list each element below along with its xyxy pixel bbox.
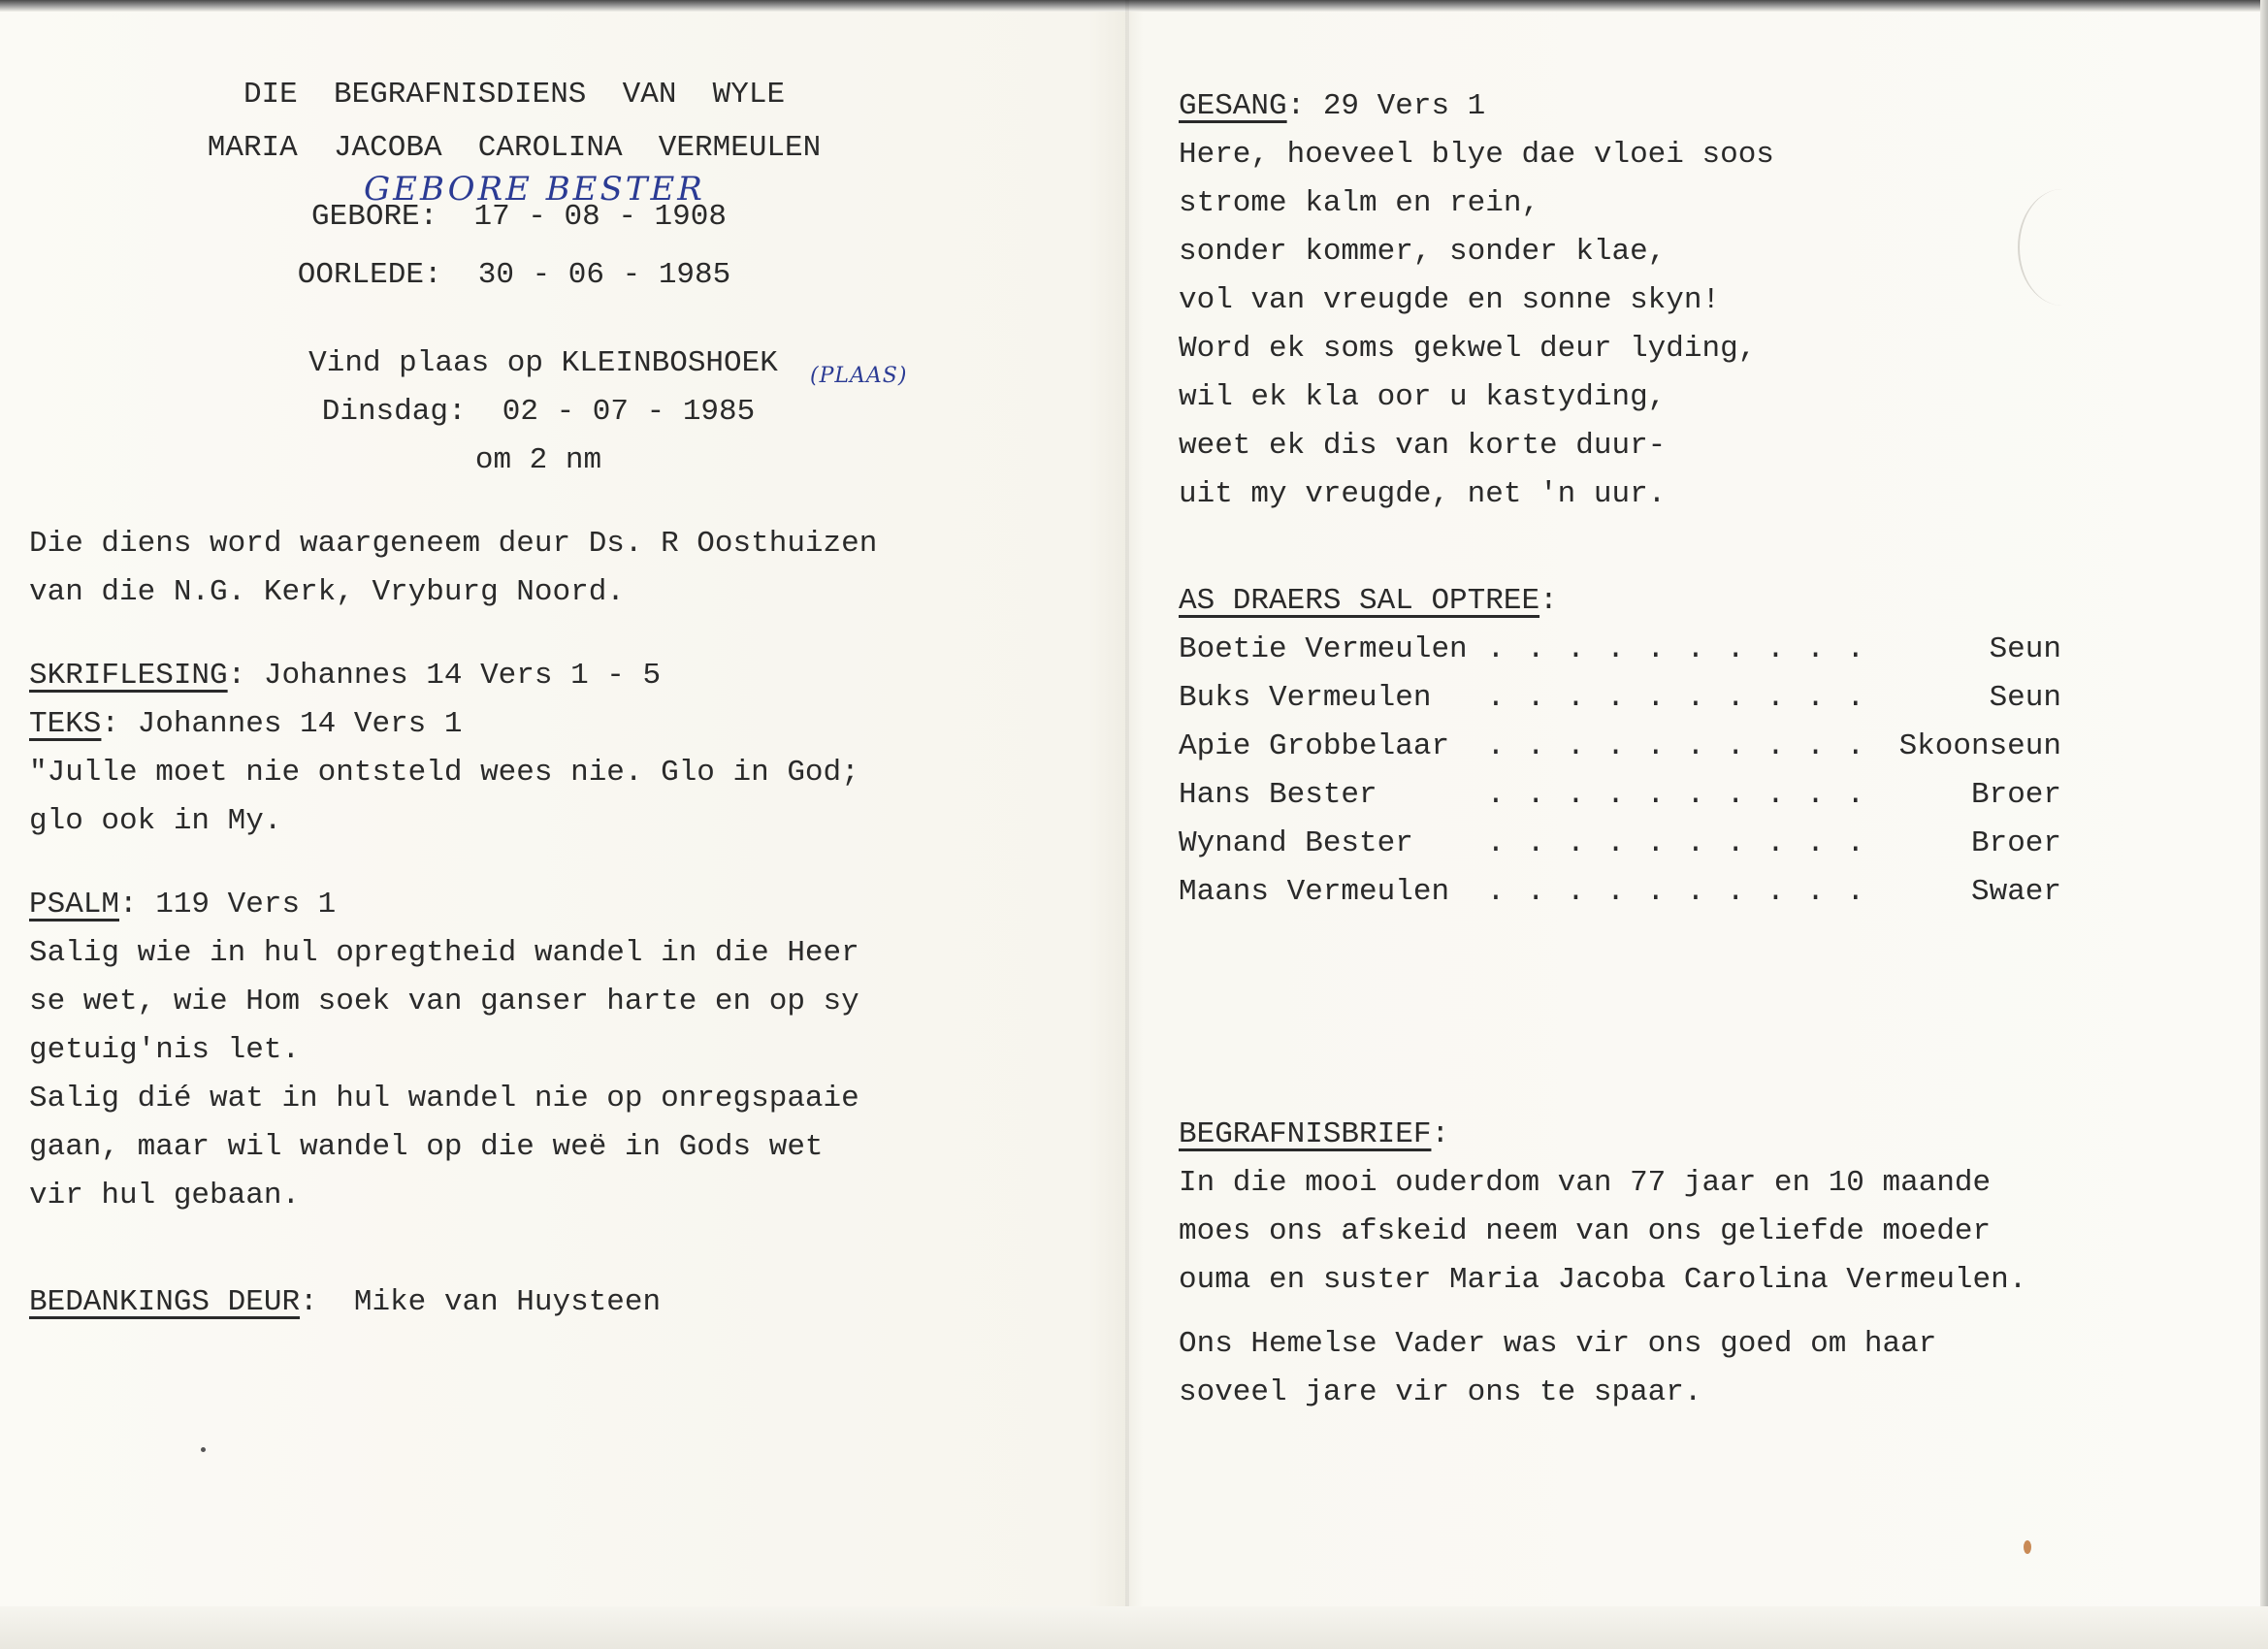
reading-ref: : Johannes 14 Vers 1 - 5 [227, 659, 662, 693]
scan-top-edge [0, 0, 2268, 12]
day-line [29, 388, 999, 436]
leader-dots [1487, 626, 1880, 674]
hymn-verse-line: Word ek soms gekwel deur lyding, [1179, 332, 1757, 366]
psalm-verse-line: getuig'nis let. [29, 1033, 301, 1067]
letter-line: In die mooi ouderdom van 77 jaar en 10 maande [1179, 1166, 1992, 1200]
scan-speck [201, 1447, 206, 1452]
psalm-verse-line: Salig wie in hul opregtheid wandel in die Heer [29, 936, 859, 970]
text-quote-1: "Julle moet nie ontsteld wees nie. Glo in God; [29, 756, 859, 790]
hymn-label: GESANG [1179, 89, 1287, 123]
hymn-verse-line: sonder kommer, sonder klae, [1179, 235, 1667, 269]
letter-label: BEGRAFNISBRIEF [1179, 1117, 1432, 1151]
hymn-ref: : 29 Vers 1 [1286, 89, 1486, 123]
officiant-line-2: van die N.G. Kerk, Vryburg Noord. [29, 575, 625, 609]
psalm-ref: : 119 Vers 1 [119, 888, 337, 922]
thanks-line [29, 1278, 1096, 1327]
bearer-name: Hans Bester [1179, 778, 1377, 812]
hymn-verse-line: Here, hoeveel blye dae vloei soos [1179, 138, 1774, 172]
bearer-relation: Seun [1989, 681, 2061, 715]
hymn-verse-line: weet ek dis van korte duur- [1179, 429, 1667, 463]
scan-speck [2024, 1540, 2031, 1554]
reading-line [29, 652, 1096, 700]
psalm-label: PSALM [29, 888, 120, 922]
bearer-name: Buks Vermeulen [1179, 681, 1432, 715]
page-fold [1125, 0, 1129, 1606]
born-label: GEBORE: [311, 200, 438, 234]
paper-crease-arc [2018, 189, 2107, 306]
bearer-relation: Seun [1989, 632, 2061, 666]
bearers-heading: AS DRAERS SAL OPTREE: [1179, 584, 1558, 618]
hymn-verse-line: wil ek kla oor u kastyding, [1179, 380, 1667, 414]
leader-dots [1487, 771, 1880, 820]
bearer-name: Apie Grobbelaar [1179, 729, 1450, 763]
deceased-name: MARIA JACOBA CAROLINA VERMEULEN [207, 131, 822, 165]
text-line [29, 700, 1096, 749]
bearer-relation: Broer [1970, 826, 2061, 860]
leader-dots [1487, 820, 1880, 868]
venue-text: Vind plaas op KLEINBOSHOEK [308, 346, 778, 380]
handwritten-maiden-name: GEBORE BESTER [364, 170, 705, 209]
service-title: DIE BEGRAFNISDIENS VAN WYLE [243, 78, 786, 112]
bearers-label: AS DRAERS SAL OPTREE [1179, 584, 1540, 618]
reading-label: SKRIFLESING [29, 659, 228, 693]
leader-dots [1487, 868, 1880, 917]
thanks-name: : Mike van Huysteen [300, 1285, 662, 1319]
bearer-name: Maans Vermeulen [1179, 875, 1450, 909]
thanks-label: BEDANKINGS DEUR [29, 1285, 301, 1319]
hymn-verse-line: uit my vreugde, net 'n uur. [1179, 477, 1667, 511]
day-date: 02 - 07 - 1985 [502, 395, 756, 429]
bearer-relation: Skoonseun [1898, 729, 2061, 763]
text-ref: : Johannes 14 Vers 1 [101, 707, 463, 741]
leader-dots [1487, 723, 1880, 771]
scan-right-edge [2260, 0, 2268, 1649]
bearer-name: Boetie Vermeulen [1179, 632, 1468, 666]
psalm-line [29, 881, 1096, 929]
psalm-verse-line: se wet, wie Hom soek van ganser harte en op sy [29, 985, 859, 1018]
born-date: 17 - 08 - 1908 [473, 200, 727, 234]
day-label: Dinsdag: [321, 395, 467, 429]
officiant-line-1: Die diens word waargeneem deur Ds. R Oosthuizen [29, 527, 878, 561]
letter-line: Ons Hemelse Vader was vir ons goed om haar [1179, 1327, 1937, 1361]
died-date: 30 - 06 - 1985 [477, 258, 731, 292]
service-time: om 2 nm [474, 443, 602, 477]
scan-bottom-edge [0, 1606, 2268, 1649]
text-label: TEKS [29, 707, 102, 741]
psalm-verse-line: gaan, maar wil wandel op die weë in Gods wet [29, 1130, 824, 1164]
died-label: OORLEDE: [297, 258, 442, 292]
left-page [29, 68, 1096, 1327]
bearer-name: Wynand Bester [1179, 826, 1413, 860]
letter-heading: BEGRAFNISBRIEF: [1179, 1117, 1450, 1151]
psalm-verse-line: vir hul gebaan. [29, 1179, 301, 1212]
leader-dots [1487, 674, 1880, 723]
letter-line: ouma en suster Maria Jacoba Carolina Vermeulen. [1179, 1263, 2027, 1297]
psalm-verse-line: Salig dié wat in hul wandel nie op onregspaaie [29, 1082, 859, 1116]
died-line [29, 246, 999, 305]
text-quote-2: glo ook in My. [29, 804, 282, 838]
hymn-verse-line: vol van vreugde en sonne skyn! [1179, 283, 1721, 317]
letter-line: moes ons afskeid neem van ons geliefde moeder [1179, 1214, 1992, 1248]
hymn-verse-line: strome kalm en rein, [1179, 186, 1540, 220]
header-block [29, 68, 999, 485]
hymn-line [1179, 82, 2246, 131]
bearer-relation: Broer [1970, 778, 2061, 812]
bearers-list [1179, 626, 2061, 917]
letter-line: soveel jare vir ons te spaar. [1179, 1375, 1702, 1409]
bearer-relation: Swaer [1970, 875, 2061, 909]
handwritten-venue-note: (PLAAS) [810, 364, 908, 388]
